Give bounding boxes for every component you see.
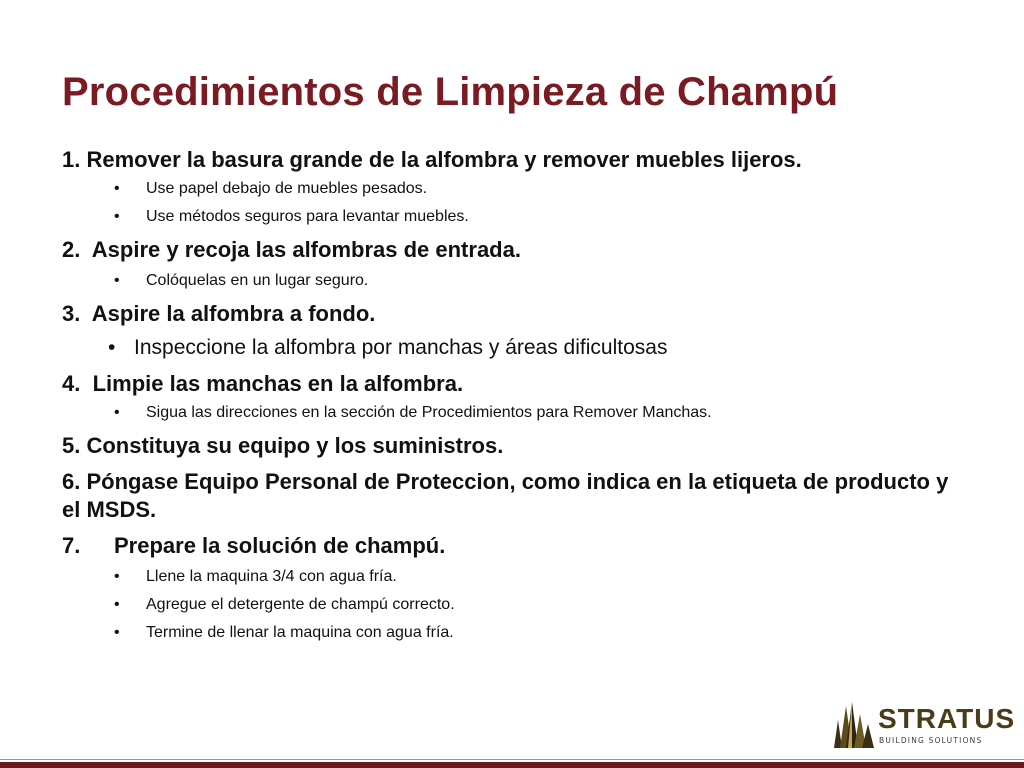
bullet-text: Use papel debajo de muebles pesados. <box>146 180 428 197</box>
bullet-text: Agregue el detergente de champú correcto. <box>146 596 455 613</box>
step-text: Aspire y recoja las alfombras de entrada. <box>91 237 521 262</box>
bullet-icon: • <box>114 404 120 421</box>
step-2 <box>62 236 982 264</box>
slide-content <box>62 146 982 644</box>
step-text: Remover la basura grande de la alfombra y remover muebles lijeros. <box>86 147 802 172</box>
step-6 <box>62 468 972 524</box>
step-text: Limpie las manchas en la alfombra. <box>92 371 464 396</box>
bullet-icon: • <box>114 568 120 585</box>
footer-bar <box>0 762 1024 768</box>
step-7 <box>62 532 982 560</box>
bullet-item <box>62 270 982 292</box>
bullet-item <box>62 402 982 424</box>
step-text: Aspire la alfombra a fondo. <box>91 301 376 326</box>
bullet-text: Colóquelas en un lugar seguro. <box>146 272 369 289</box>
bullet-item <box>62 178 982 200</box>
bullet-text: Sigua las direcciones en la sección de Procedimientos para Remover Manchas. <box>146 404 712 421</box>
step-number: 5. <box>62 433 81 458</box>
step-3 <box>62 300 982 328</box>
step-number: 1. <box>62 147 81 172</box>
step-text: Constituya su equipo y los suministros. <box>86 433 504 458</box>
bullet-icon: • <box>114 180 120 197</box>
logo-tagline: BUILDING SOLUTIONS <box>879 736 983 745</box>
step-4 <box>62 370 982 398</box>
footer-line <box>0 759 1024 760</box>
step-text: Prepare la solución de champú. <box>114 533 446 558</box>
bullet-item <box>62 594 982 616</box>
bullet-item <box>62 566 982 588</box>
step-5 <box>62 432 982 460</box>
step-text: Póngase Equipo Personal de Proteccion, como indica en la etiqueta de producto y el MSDS. <box>62 469 949 522</box>
bullet-text: Llene la maquina 3/4 con agua fría. <box>146 568 397 585</box>
bullet-item <box>62 334 982 362</box>
bullet-icon: • <box>114 208 120 225</box>
bullet-text: Termine de llenar la maquina con agua fría. <box>146 624 454 641</box>
bullet-icon: • <box>108 336 116 359</box>
step-1 <box>62 146 982 174</box>
bullet-text: Inspeccione la alfombra por manchas y áreas dificultosas <box>134 336 668 359</box>
bullet-icon: • <box>114 272 120 289</box>
step-number: 7. <box>62 533 81 558</box>
bullet-item <box>62 206 982 228</box>
step-number: 3. <box>62 301 81 326</box>
bullet-icon: • <box>114 596 120 613</box>
step-number: 2. <box>62 237 81 262</box>
step-number: 6. <box>62 469 81 494</box>
bullet-item <box>62 622 982 644</box>
bullet-text: Use métodos seguros para levantar muebles. <box>146 208 469 225</box>
slide-title: Procedimientos de Limpieza de Champú <box>62 70 839 114</box>
bullet-icon: • <box>114 624 120 641</box>
logo-name: STRATUS <box>878 703 1016 734</box>
step-number: 4. <box>62 371 81 396</box>
